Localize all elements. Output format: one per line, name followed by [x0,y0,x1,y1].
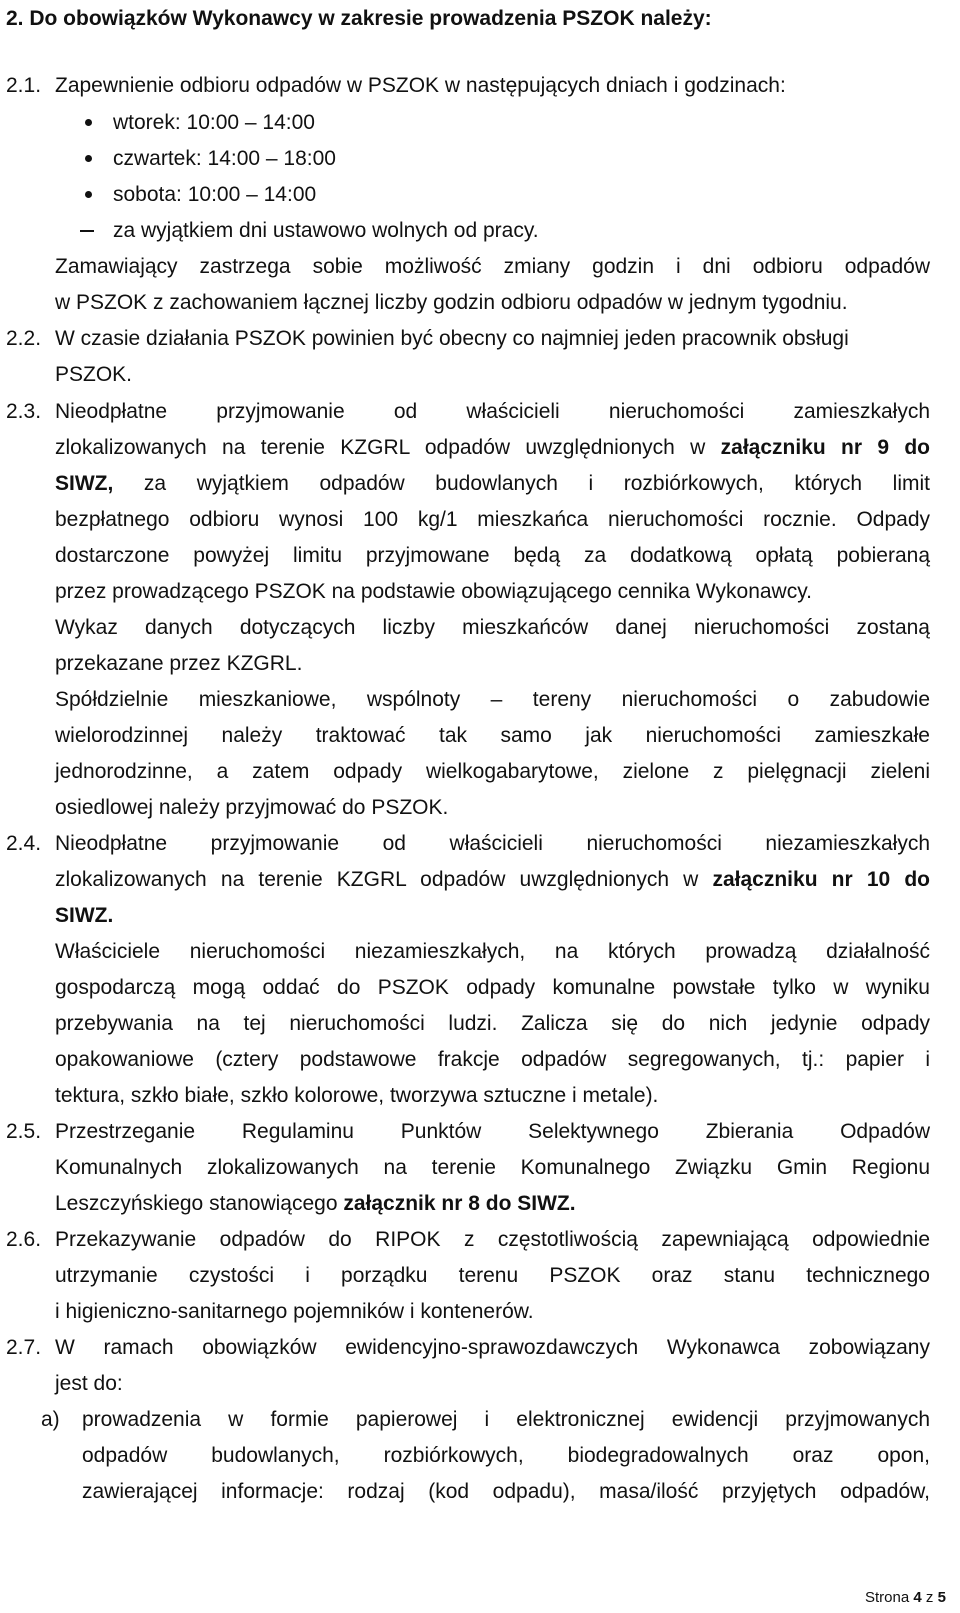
item-2-3-line-9: Spółdzielnie mieszkaniowe, wspólnoty – tereny nieruchomości o zabudowie [55,688,930,711]
item-2-3-line-2-text: zlokalizowanych na terenie KZGRL odpadów uwzględnionych w [55,436,721,459]
item-2-3-line-1: Nieodpłatne przyjmowanie od właścicieli nieruchomości zamieszkałych [55,400,930,423]
item-2-3-line-6: przez prowadzącego PSZOK na podstawie obowiązującego cennika Wykonawcy. [55,580,812,603]
page-number: 4 [913,1589,922,1606]
item-number-2-3: 2.3. [6,400,42,423]
item-number-2-5: 2.5. [6,1120,42,1143]
bullet-dot-2 [85,155,92,162]
item-2-4-line-7: opakowaniowe (cztery podstawowe frakcje odpadów segregowanych, tj.: papier i [55,1048,930,1071]
schedule-exception: za wyjątkiem dni ustawowo wolnych od pracy. [113,219,539,242]
bullet-dot-3 [85,191,92,198]
attachment-10-reference: załączniku nr 10 do [712,868,931,891]
item-number-2-2: 2.2. [6,327,42,350]
item-2-7-line-2: jest do: [55,1372,123,1395]
item-2-7-line-1: W ramach obowiązków ewidencyjno-sprawozdawczych Wykonawca zobowiązany [55,1336,930,1359]
item-2-1-paragraph-line-1: Zamawiający zastrzega sobie możliwość zmiany godzin i dni odbioru odpadów [55,255,930,278]
attachment-9-reference: załączniku nr 9 do [720,436,931,459]
footer-prefix: Strona [865,1589,914,1606]
bullet-dot-1 [85,119,92,126]
page-footer [865,1589,946,1607]
page-total: 5 [937,1589,946,1606]
item-2-4-line-6: przebywania na tej nieruchomości ludzi. Zalicza się do nich jedynie odpady [55,1012,930,1035]
schedule-thursday: czwartek: 14:00 – 18:00 [113,147,336,170]
item-number-2-6: 2.6. [6,1228,42,1251]
item-2-3-line-10: wielorodzinnej należy traktować tak samo jak nieruchomości zamieszkałe [55,724,930,747]
section-heading: 2. Do obowiązków Wykonawcy w zakresie prowadzenia PSZOK należy: [6,7,712,30]
item-2-3-line-3-text: za wyjątkiem odpadów budowlanych i rozbiórkowych, których limit [113,472,930,495]
schedule-tuesday: wtorek: 10:00 – 14:00 [113,111,315,134]
item-2-3-line-8: przekazane przez KZGRL. [55,652,303,675]
item-2-3-line-4: bezpłatnego odbioru wynosi 100 kg/1 mieszkańca nieruchomości rocznie. Odpady [55,508,930,531]
item-2-4-line-4: Właściciele nieruchomości niezamieszkałych, na których prowadzą działalność [55,940,930,963]
item-2-6-line-3: i higieniczno-sanitarnego pojemników i kontenerów. [55,1300,534,1323]
item-2-3-line-12: osiedlowej należy przyjmować do PSZOK. [55,796,449,819]
item-2-4-line-2-text: zlokalizowanych na terenie KZGRL odpadów uwzględnionych w [55,868,713,891]
item-2-2-line-2: PSZOK. [55,363,133,386]
attachment-8-reference: załącznik nr 8 do SIWZ. [343,1192,576,1215]
item-2-5-line-3 [55,1191,576,1217]
item-2-4-line-1: Nieodpłatne przyjmowanie od właścicieli nieruchomości niezamieszkałych [55,832,930,855]
item-2-3-line-3 [55,471,930,497]
item-2-5-line-2: Komunalnych zlokalizowanych na terenie Komunalnego Związku Gmin Regionu [55,1156,930,1179]
item-2-1-lead: Zapewnienie odbioru odpadów w PSZOK w następujących dniach i godzinach: [55,74,786,97]
item-2-2-line-1: W czasie działania PSZOK powinien być obecny co najmniej jeden pracownik obsługi [55,327,849,350]
siwz-reference: SIWZ, [55,472,114,495]
dash-mark [80,230,94,232]
footer-mid: z [921,1589,938,1606]
item-2-3-line-5: dostarczone powyżej limitu przyjmowane będą za dodatkową opłatą pobieraną [55,544,930,567]
item-number-2-1: 2.1. [6,74,42,97]
sub-item-a-line-1: prowadzenia w formie papierowej i elektronicznej ewidencji przyjmowanych [82,1408,930,1431]
item-number-2-4: 2.4. [6,832,42,855]
item-number-2-7: 2.7. [6,1336,42,1359]
item-2-3-line-11: jednorodzinne, a zatem odpady wielkogabarytowe, zielone z pielęgnacji zieleni [55,760,930,783]
item-2-3-line-2 [55,435,930,461]
item-2-4-line-2 [55,867,930,893]
item-2-4-line-8: tektura, szkło białe, szkło kolorowe, tworzywa sztuczne i metale). [55,1084,659,1107]
item-2-3-line-7: Wykaz danych dotyczących liczby mieszkańców danej nieruchomości zostaną [55,616,930,639]
item-2-1-paragraph-line-2: w PSZOK z zachowaniem łącznej liczby godzin odbioru odpadów w jednym tygodniu. [55,291,848,314]
sub-item-a-line-3: zawierającej informacje: rodzaj (kod odpadu), masa/ilość przyjętych odpadów, [82,1480,930,1503]
item-2-4-siwz: SIWZ. [55,904,114,927]
schedule-saturday: sobota: 10:00 – 14:00 [113,183,317,206]
item-2-5-line-3-text: Leszczyńskiego stanowiącego [55,1192,344,1215]
item-2-6-line-2: utrzymanie czystości i porządku terenu PSZOK oraz stanu technicznego [55,1264,930,1287]
sub-item-a-label: a) [41,1408,60,1431]
sub-item-a-line-2: odpadów budowlanych, rozbiórkowych, biodegradowalnych oraz opon, [82,1444,930,1467]
item-2-6-line-1: Przekazywanie odpadów do RIPOK z częstotliwością zapewniającą odpowiednie [55,1228,930,1251]
item-2-4-line-5: gospodarczą mogą oddać do PSZOK odpady komunalne powstałe tylko w wyniku [55,976,930,999]
item-2-5-line-1: Przestrzeganie Regulaminu Punktów Selektywnego Zbierania Odpadów [55,1120,930,1143]
